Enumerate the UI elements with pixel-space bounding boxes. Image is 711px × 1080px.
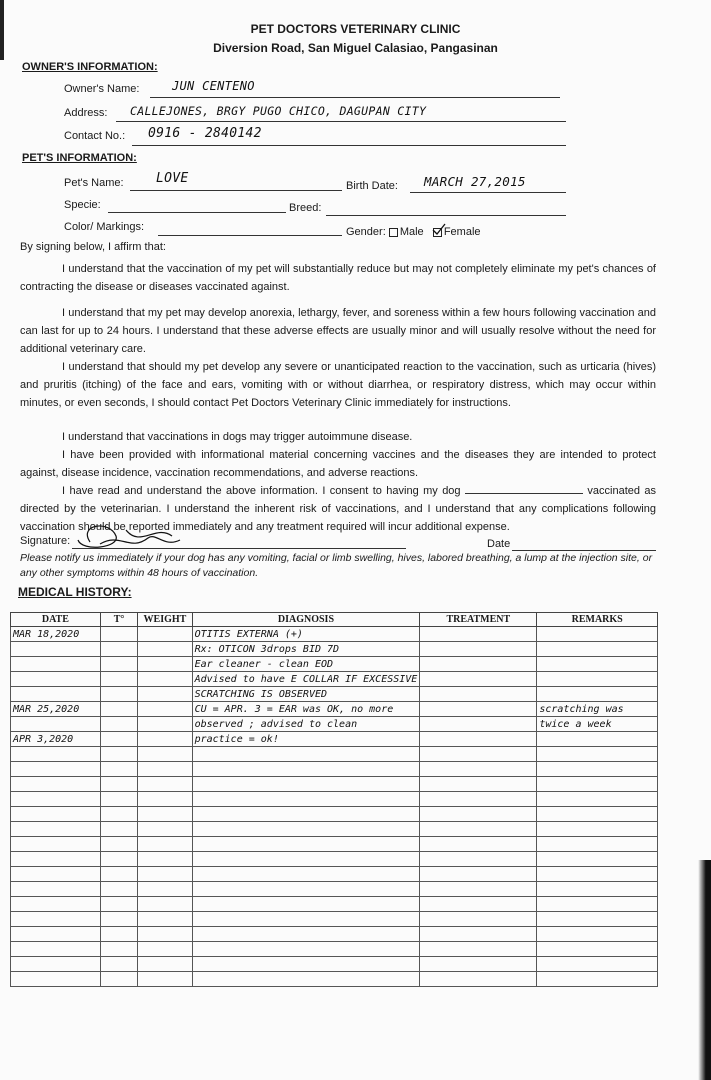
table-row [11,942,658,957]
signature-label: Signature: [20,535,71,547]
table-row [11,687,658,702]
table-cell[interactable]: practice = ok! [192,732,420,747]
table-cell[interactable] [192,927,420,942]
table-cell[interactable] [11,912,101,927]
birth-date-label: Birth Date: [346,180,398,192]
consent-text-3: I understand that should my pet develop any severe or unanticipated reaction to the vaccination, such as urticaria (hives) and pruritis (itching) of the face and ears, vomiting with or without diarrhea, or respiratory distress, which may occur within minutes, or even seconds, I should contact Pet Doctors Veterinary Clinic immediately for instructions. [20,361,656,409]
consent-text-6a: I have read and understand the above information. I consent to having my dog [62,485,461,497]
table-cell[interactable] [537,822,658,837]
table-cell[interactable] [138,747,192,762]
table-cell[interactable] [420,957,537,972]
table-row [11,657,658,672]
table-cell[interactable]: APR 3,2020 [11,732,101,747]
consent-text-1: I understand that the vaccination of my pet will substantially reduce but may not completely eliminate my pet's chances of contracting the disease or diseases vaccinated against. [20,263,656,293]
owner-name-line [150,97,560,98]
table-cell[interactable] [138,672,192,687]
table-cell[interactable] [11,972,101,987]
breed-line [326,215,566,216]
table-cell[interactable] [100,792,138,807]
gender-label: Gender: [346,226,386,238]
table-cell[interactable] [100,972,138,987]
consent-text-6b: vaccinated as directed by the veterinarian. I understand the inherent risk of vaccinations, and I understand that any complications following vaccination should be reported immediately and any treatment required will incur additional expense. [20,485,657,533]
notice-text: Please notify us immediately if your dog has any vomiting, facial or limb swelling, hives, labored breathing, a lump at the injection site, or any other symptoms within 48 hours of vaccination. [20,552,653,579]
table-row [11,972,658,987]
table-cell[interactable] [537,912,658,927]
table-row [11,927,658,942]
table-cell[interactable] [138,717,192,732]
table-cell[interactable] [192,972,420,987]
table-cell[interactable] [138,777,192,792]
table-cell[interactable] [11,957,101,972]
female-label: Female [443,226,481,238]
table-cell[interactable] [138,897,192,912]
table-cell[interactable] [100,942,138,957]
table-cell[interactable] [537,627,658,642]
table-cell[interactable] [11,717,101,732]
table-cell[interactable] [420,687,537,702]
specie-line [108,212,286,213]
column-header: DATE [11,613,101,627]
owner-address-value[interactable]: CALLEJONES, BRGY PUGO CHICO, DAGUPAN CITY [130,104,427,118]
table-cell[interactable] [537,732,658,747]
table-cell[interactable] [138,687,192,702]
table-row [11,792,658,807]
table-cell[interactable] [537,972,658,987]
table-cell[interactable] [420,972,537,987]
table-cell[interactable] [138,867,192,882]
table-row [11,957,658,972]
table-cell[interactable] [100,927,138,942]
table-cell[interactable]: Ear cleaner - clean EOD [192,657,420,672]
table-cell[interactable] [537,762,658,777]
table-cell[interactable] [420,627,537,642]
table-cell[interactable] [537,942,658,957]
table-cell[interactable] [420,852,537,867]
table-cell[interactable] [100,897,138,912]
table-cell[interactable] [420,672,537,687]
pet-name-line [130,190,342,191]
table-cell[interactable] [537,957,658,972]
table-cell[interactable] [537,852,658,867]
table-cell[interactable] [420,762,537,777]
gender-field [346,226,481,238]
table-cell[interactable] [11,942,101,957]
table-cell[interactable]: MAR 18,2020 [11,627,101,642]
table-cell[interactable] [138,792,192,807]
table-row [11,882,658,897]
table-cell[interactable]: Advised to have E COLLAR IF EXCESSIVE [192,672,420,687]
table-cell[interactable] [420,657,537,672]
table-cell[interactable] [420,792,537,807]
checkbox-icon[interactable] [433,228,442,237]
table-cell[interactable] [420,897,537,912]
table-cell[interactable] [537,687,658,702]
table-cell[interactable] [11,837,101,852]
table-row [11,702,658,717]
table-row [11,912,658,927]
table-cell[interactable] [420,837,537,852]
table-cell[interactable] [192,777,420,792]
table-row [11,672,658,687]
table-cell[interactable] [138,927,192,942]
table-cell[interactable] [138,657,192,672]
table-cell[interactable] [100,627,138,642]
table-cell[interactable]: scratching was [537,702,658,717]
table-cell[interactable] [537,777,658,792]
breed-label: Breed: [289,202,322,214]
table-cell[interactable] [192,747,420,762]
table-cell[interactable] [100,822,138,837]
table-cell[interactable] [420,807,537,822]
table-cell[interactable] [537,897,658,912]
table-cell[interactable] [100,747,138,762]
table-cell[interactable] [138,957,192,972]
table-cell[interactable] [100,867,138,882]
checkmark-icon [432,223,446,235]
table-row [11,822,658,837]
table-cell[interactable] [100,717,138,732]
table-cell[interactable] [100,882,138,897]
date-label: Date [487,538,511,550]
table-cell[interactable] [138,972,192,987]
owner-address-label: Address: [64,107,108,119]
color-label: Color/ Markings: [64,221,145,233]
table-cell[interactable] [11,882,101,897]
table-cell[interactable] [100,777,138,792]
column-header: T° [100,613,138,627]
table-cell[interactable] [11,687,101,702]
consent-paragraph-3 [20,358,656,412]
clinic-name: PET DOCTORS VETERINARY CLINIC [250,22,461,36]
contact-label: Contact No.: [64,130,126,142]
table-cell[interactable] [420,732,537,747]
consent-paragraph-4 [20,428,656,446]
table-row [11,777,658,792]
table-cell[interactable] [420,822,537,837]
male-label: Male [399,226,424,238]
table-row [11,732,658,747]
dog-name-blank[interactable] [465,483,583,494]
birth-date-line [410,192,566,193]
table-row [11,897,658,912]
table-cell[interactable] [11,852,101,867]
table-row [11,747,658,762]
table-row [11,642,658,657]
specie-label: Specie: [64,199,101,211]
table-cell[interactable] [100,657,138,672]
table-cell[interactable] [100,732,138,747]
table-row [11,717,658,732]
consent-text-5: I have been provided with informational material concerning vaccines and the diseases they are intended to protect against, disease incidence, vaccination recommendations, and adverse reactions. [20,449,656,479]
table-cell[interactable] [11,657,101,672]
pet-name-label: Pet's Name: [64,177,124,189]
table-cell[interactable] [138,702,192,717]
table-cell[interactable]: SCRATCHING IS OBSERVED [192,687,420,702]
table-row [11,837,658,852]
column-header: WEIGHT [138,613,192,627]
consent-paragraph-2 [20,304,656,358]
table-cell[interactable] [138,942,192,957]
table-cell[interactable]: observed ; advised to clean [192,717,420,732]
owner-name-label: Owner's Name: [64,83,140,95]
table-cell[interactable] [11,777,101,792]
birth-date-value[interactable]: MARCH 27,2015 [424,174,526,189]
consent-paragraph-1 [20,260,656,296]
table-cell[interactable] [537,672,658,687]
clinic-address: Diversion Road, San Miguel Calasiao, Pangasinan [213,41,498,55]
table-cell[interactable] [192,762,420,777]
table-cell[interactable] [11,672,101,687]
table-cell[interactable] [100,912,138,927]
table-cell[interactable] [11,642,101,657]
table-cell[interactable] [138,732,192,747]
table-cell[interactable] [192,897,420,912]
table-cell[interactable] [138,882,192,897]
table-cell[interactable] [192,807,420,822]
table-cell[interactable] [11,927,101,942]
table-cell[interactable] [192,852,420,867]
table-header-row [11,613,658,627]
table-cell[interactable] [537,642,658,657]
table-cell[interactable] [100,672,138,687]
table-cell[interactable] [100,642,138,657]
table-row [11,867,658,882]
table-cell[interactable] [420,717,537,732]
table-cell[interactable] [100,807,138,822]
table-cell[interactable] [192,957,420,972]
owner-heading: OWNER'S INFORMATION: [22,61,158,73]
table-cell[interactable] [100,957,138,972]
table-cell[interactable] [11,867,101,882]
table-cell[interactable] [138,852,192,867]
table-cell[interactable] [192,822,420,837]
table-cell[interactable] [11,897,101,912]
table-cell[interactable] [420,882,537,897]
consent-paragraph-5 [20,446,656,482]
table-cell[interactable] [537,837,658,852]
table-cell[interactable] [192,882,420,897]
table-cell[interactable] [192,837,420,852]
table-cell[interactable] [192,942,420,957]
consent-text-2: I understand that my pet may develop anorexia, lethargy, fever, and soreness within a few hours following vaccination and can last for up to 24 hours. I understand that these adverse effects are usually minor and will usually resolve without the need for additional veterinary care. [20,307,656,355]
table-cell[interactable] [11,822,101,837]
table-cell[interactable] [100,762,138,777]
table-cell[interactable] [537,792,658,807]
table-cell[interactable] [537,747,658,762]
table-row [11,852,658,867]
table-cell[interactable] [138,627,192,642]
table-cell[interactable]: CU = APR. 3 = EAR was OK, no more [192,702,420,717]
table-cell[interactable] [192,912,420,927]
table-cell[interactable] [11,792,101,807]
pet-name-value[interactable]: LOVE [156,171,189,186]
table-cell[interactable] [420,867,537,882]
table-cell[interactable] [420,777,537,792]
table-row [11,627,658,642]
contact-value[interactable]: 0916 - 2840142 [148,126,262,141]
table-cell[interactable] [100,702,138,717]
table-cell[interactable]: Rx: OTICON 3drops BID 7D [192,642,420,657]
color-line [158,235,342,236]
consent-text-4: I understand that vaccinations in dogs may trigger autoimmune disease. [62,431,413,443]
contact-line [132,145,566,146]
column-header: DIAGNOSIS [192,613,420,627]
medical-history-table [10,612,658,987]
table-body [11,627,658,987]
table-cell[interactable] [138,642,192,657]
table-cell[interactable] [537,882,658,897]
table-cell[interactable] [11,747,101,762]
table-cell[interactable] [100,837,138,852]
owner-name-value[interactable]: JUN CENTENO [172,79,255,93]
table-cell[interactable] [537,807,658,822]
pet-heading: PET'S INFORMATION: [22,152,137,164]
table-cell[interactable] [537,867,658,882]
table-cell[interactable]: MAR 25,2020 [11,702,101,717]
table-cell[interactable] [100,852,138,867]
table-cell[interactable] [192,792,420,807]
table-cell[interactable] [138,807,192,822]
table-cell[interactable] [11,762,101,777]
table-cell[interactable] [138,837,192,852]
table-cell[interactable] [537,657,658,672]
scan-edge-right [698,860,711,1080]
table-cell[interactable] [192,867,420,882]
column-header: TREATMENT [420,613,537,627]
table-cell[interactable] [420,927,537,942]
consent-intro: By signing below, I affirm that: [20,241,166,253]
table-row [11,807,658,822]
column-header: REMARKS [537,613,658,627]
table-cell[interactable] [138,762,192,777]
table-cell[interactable]: twice a week [537,717,658,732]
table-cell[interactable] [138,822,192,837]
table-cell[interactable]: OTITIS EXTERNA (+) [192,627,420,642]
table-cell[interactable] [420,942,537,957]
table-cell[interactable] [11,807,101,822]
table-cell[interactable] [537,927,658,942]
table-cell[interactable] [420,747,537,762]
checkbox-icon[interactable] [389,228,398,237]
table-cell[interactable] [420,702,537,717]
table-cell[interactable] [100,687,138,702]
owner-address-line [116,121,566,122]
medical-heading: MEDICAL HISTORY: [18,585,132,599]
table-row [11,762,658,777]
table-cell[interactable] [420,642,537,657]
table-cell[interactable] [138,912,192,927]
table-cell[interactable] [420,912,537,927]
